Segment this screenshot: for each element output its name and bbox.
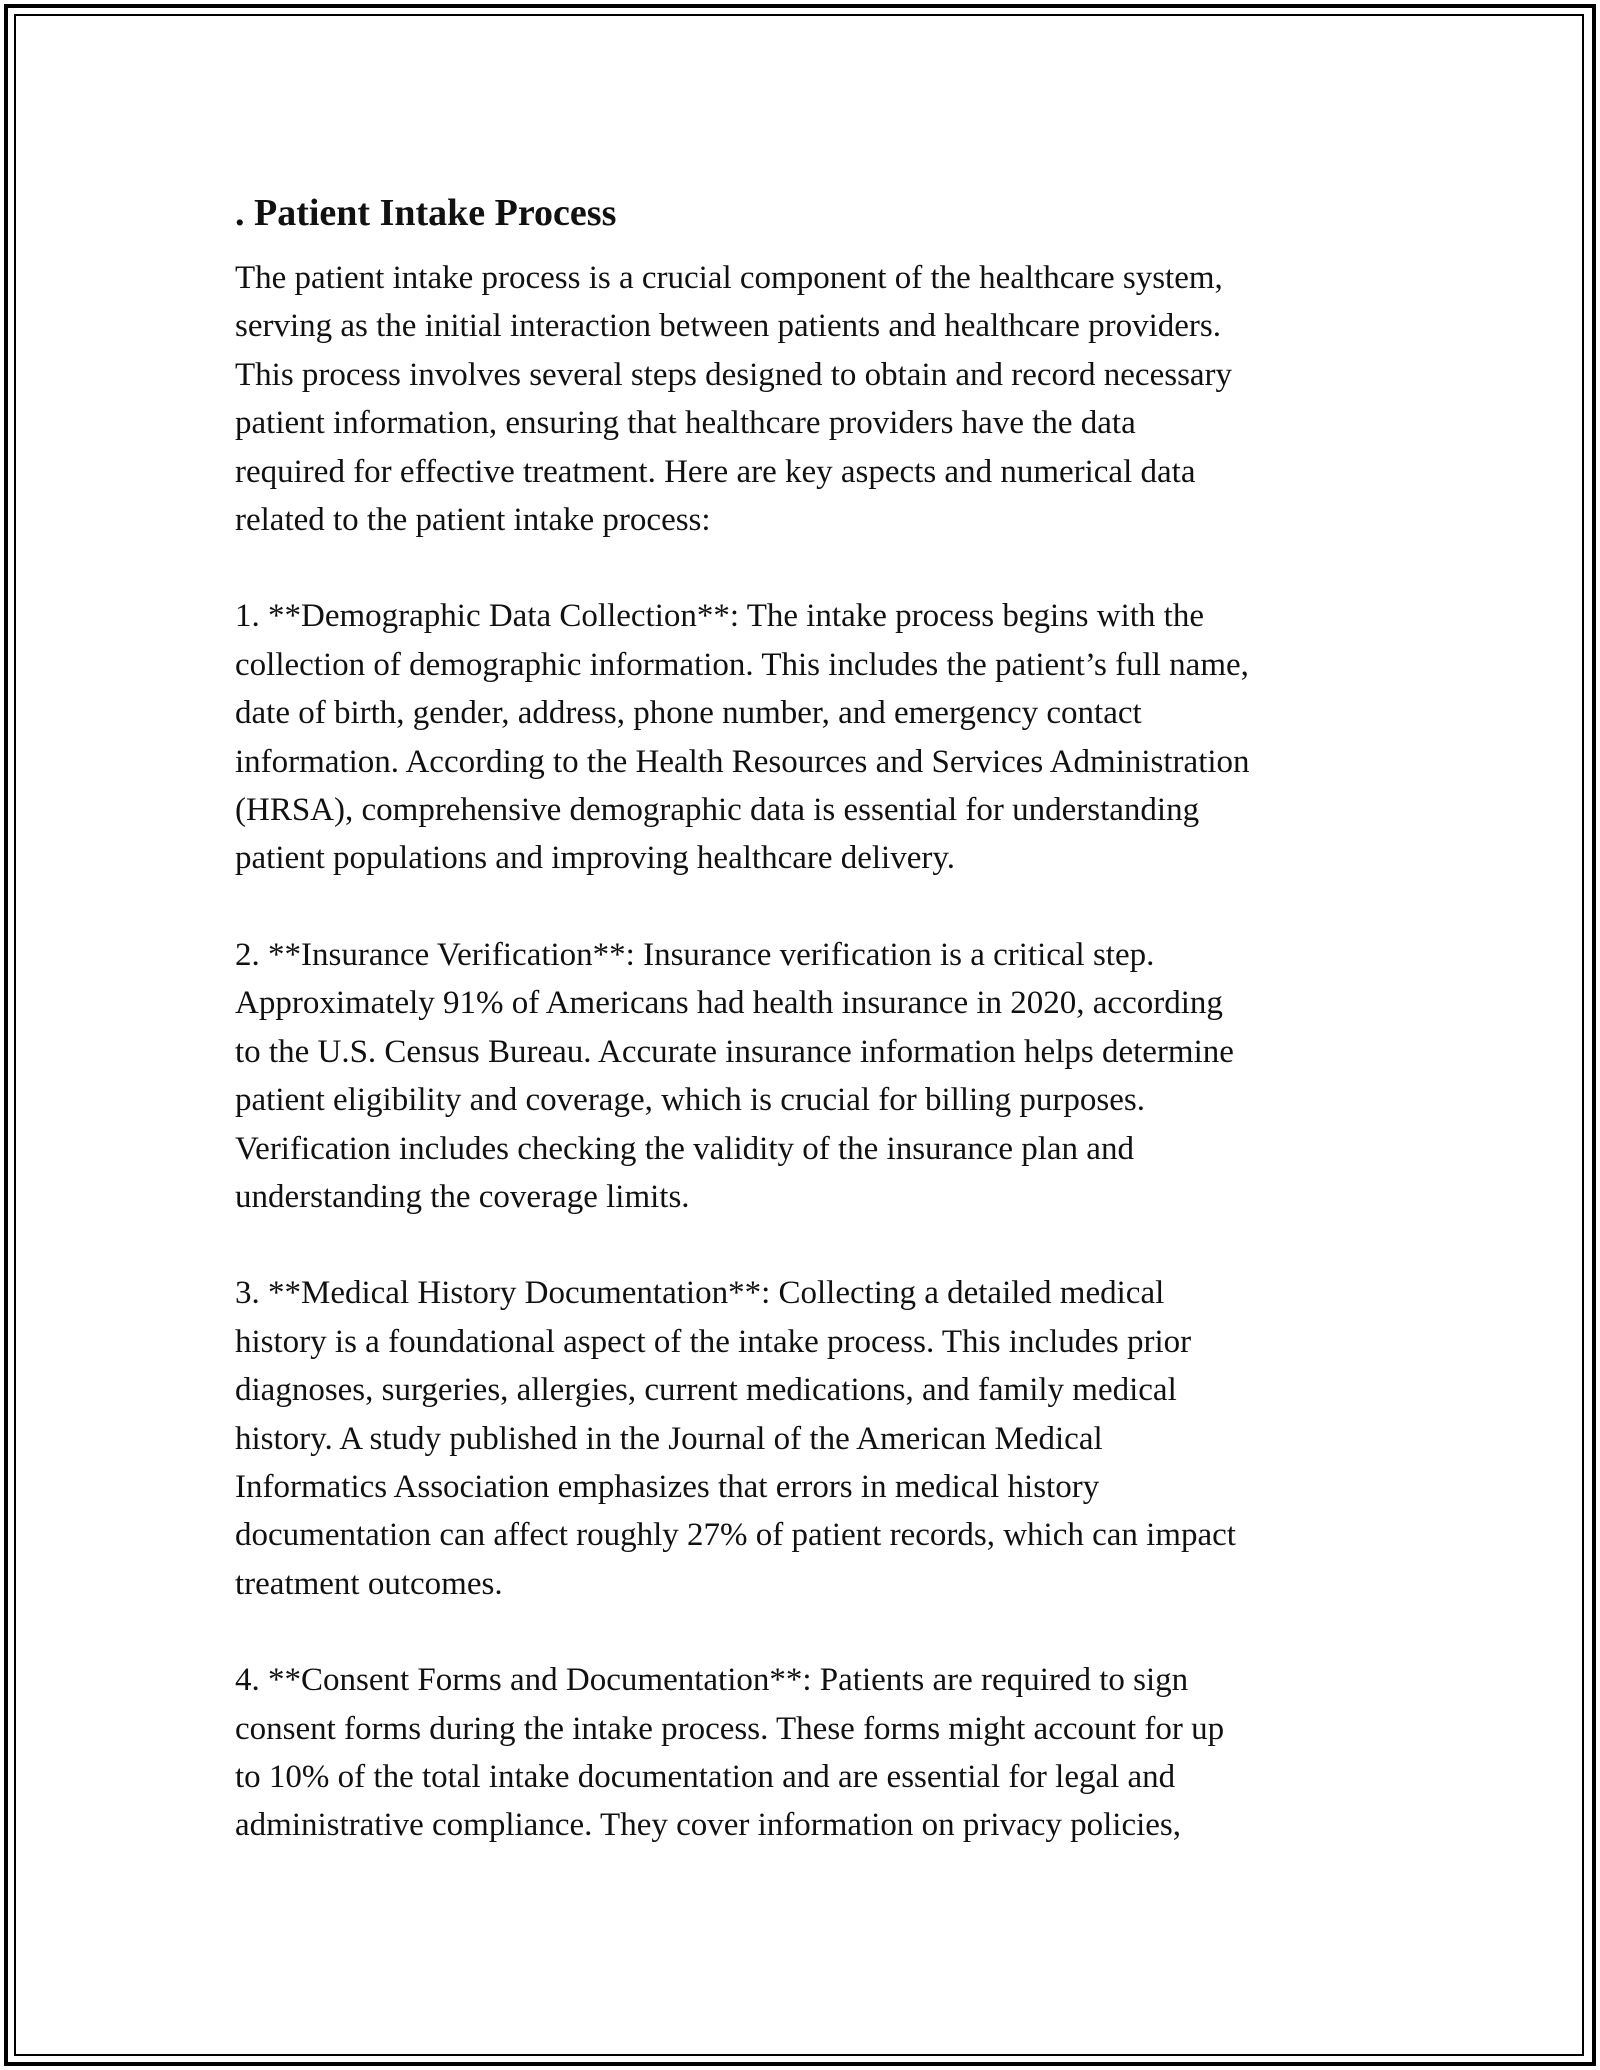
text-line: serving as the initial interaction between patients and healthcare providers. [235,308,1221,345]
paragraph-demographic-data [235,592,1385,882]
text-line: Verification includes checking the validity of the insurance plan and [235,1130,1134,1167]
text-line: to 10% of the total intake documentation and are essential for legal and [235,1758,1176,1795]
text-line: to the U.S. Census Bureau. Accurate insurance information helps determine [235,1033,1234,1070]
document-body [235,185,1385,1898]
text-line: The patient intake process is a crucial component of the healthcare system, [235,260,1223,296]
text-line: treatment outcomes. [235,1565,503,1602]
section-heading: . Patient Intake Process [235,192,617,234]
paragraph-insurance-verification [235,931,1385,1221]
text-line: administrative compliance. They cover information on privacy policies, [235,1807,1182,1844]
text-line: patient populations and improving healthcare delivery. [235,840,955,877]
paragraph-medical-history [235,1269,1385,1608]
text-line: 2. **Insurance Verification**: Insurance verification is a critical step. [235,936,1155,973]
text-line: date of birth, gender, address, phone number, and emergency contact [235,695,1142,732]
text-line: 4. **Consent Forms and Documentation**: Patients are required to sign [235,1662,1189,1699]
text-line: Approximately 91% of Americans had health insurance in 2020, according [235,985,1223,1022]
text-line: related to the patient intake process: [235,502,711,539]
text-line: information. According to the Health Resources and Services Administration [235,743,1250,780]
text-line: history is a foundational aspect of the intake process. This includes prior [235,1323,1192,1360]
text-line: 1. **Demographic Data Collection**: The intake process begins with the [235,598,1204,635]
text-line: patient eligibility and coverage, which is crucial for billing purposes. [235,1082,1145,1119]
text-line: understanding the coverage limits. [235,1178,690,1215]
paragraph-intro [235,254,1385,544]
text-line: diagnoses, surgeries, allergies, current medications, and family medical [235,1372,1177,1409]
text-line: required for effective treatment. Here are key aspects and numerical data [235,453,1196,490]
text-line: 3. **Medical History Documentation**: Collecting a detailed medical [235,1275,1165,1312]
text-line: patient information, ensuring that healthcare providers have the data [235,405,1136,442]
text-line: This process involves several steps designed to obtain and record necessary [235,356,1233,393]
text-line: Informatics Association emphasizes that errors in medical history [235,1468,1100,1505]
text-line: documentation can affect roughly 27% of patient records, which can impact [235,1517,1236,1554]
text-line: collection of demographic information. This includes the patient’s full name, [235,646,1249,683]
text-line: (HRSA), comprehensive demographic data is essential for understanding [235,792,1200,829]
paragraph-consent-forms [235,1656,1385,1850]
text-line: history. A study published in the Journal of the American Medical [235,1420,1103,1457]
text-line: consent forms during the intake process. These forms might account for up [235,1710,1225,1747]
